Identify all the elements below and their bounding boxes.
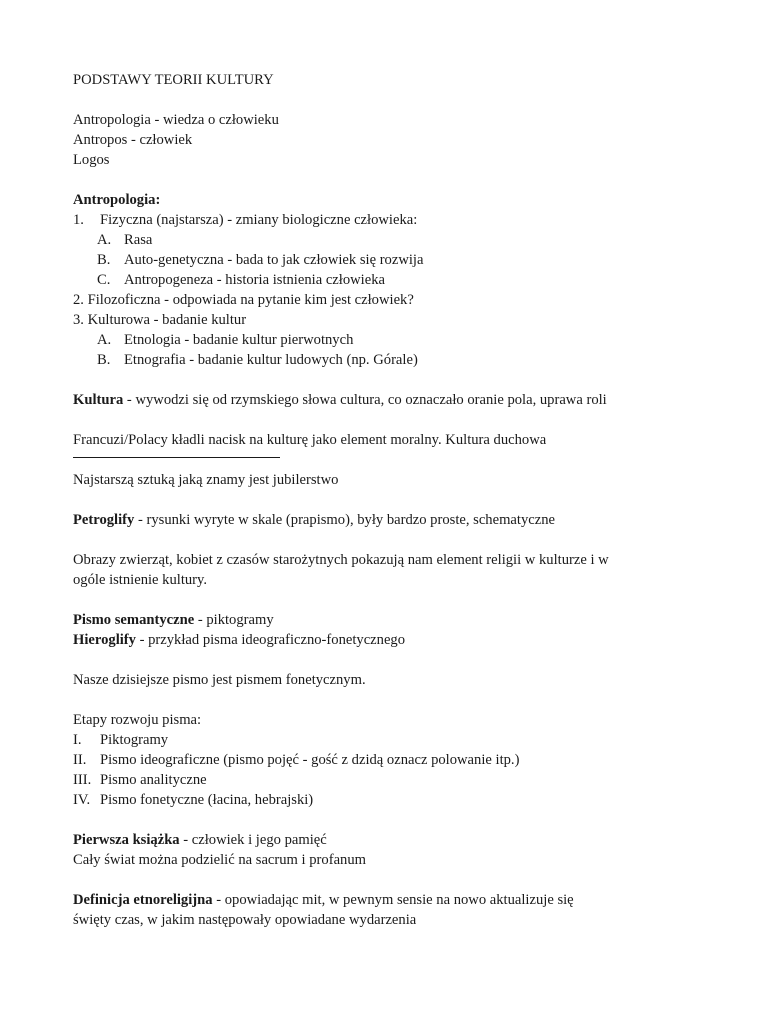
text-line: Francuzi/Polacy kładli nacisk na kulturę jako element moralny. Kultura duchowa <box>73 432 547 448</box>
document-title: PODSTAWY TEORII KULTURY <box>73 72 274 88</box>
text-line: święty czas, w jakim następowały opowiadane wydarzenia <box>73 912 417 928</box>
sub-list-item: A. Rasa <box>97 232 153 248</box>
definition-line: Pismo semantyczne - piktogramy <box>73 612 274 628</box>
list-item: 2. Filozoficzna - odpowiada na pytanie kim jest człowiek? <box>73 292 414 308</box>
definition-line: Hieroglify - przykład pisma ideograficzno-fonetycznego <box>73 632 406 648</box>
definition-line: Kultura - wywodzi się od rzymskiego słowa cultura, co oznaczało oranie pola, uprawa roli <box>73 392 607 408</box>
text-line: Obrazy zwierząt, kobiet z czasów starożytnych pokazują nam element religii w kulturze i w <box>73 552 609 568</box>
list-item: 3. Kulturowa - badanie kultur <box>73 312 247 328</box>
definition-line: Petroglify - rysunki wyryte w skale (prapismo), były bardzo proste, schematyczne <box>73 512 555 528</box>
text-line: Etapy rozwoju pisma: <box>73 712 202 728</box>
sub-list-item: C. Antropogeneza - historia istnienia człowieka <box>97 272 385 288</box>
text-line: Cały świat można podzielić na sacrum i profanum <box>73 852 367 868</box>
text-line: Antropos - człowiek <box>73 132 193 148</box>
section-heading: Antropologia: <box>73 192 161 208</box>
text-line: Najstarszą sztuką jaką znamy jest jubilerstwo <box>73 472 339 488</box>
list-item: I. Piktogramy <box>73 732 169 748</box>
list-item: 1. Fizyczna (najstarsza) - zmiany biologiczne człowieka: <box>73 212 418 228</box>
text-line: Nasze dzisiejsze pismo jest pismem fonetycznym. <box>73 672 366 688</box>
sub-list-item: B. Auto-genetyczna - bada to jak człowiek się rozwija <box>97 252 424 268</box>
definition-line: Definicja etnoreligijna - opowiadając mit, w pewnym sensie na nowo aktualizuje się <box>73 892 574 908</box>
list-item: IV. Pismo fonetyczne (łacina, hebrajski) <box>73 792 314 808</box>
horizontal-rule <box>73 457 280 458</box>
sub-list-item: A. Etnologia - badanie kultur pierwotnych <box>97 332 354 348</box>
text-line: Antropologia - wiedza o człowieku <box>73 112 279 128</box>
list-item: II. Pismo ideograficzne (pismo pojęć - gość z dzidą oznacz polowanie itp.) <box>73 752 520 768</box>
text-line: ogóle istnienie kultury. <box>73 572 208 588</box>
list-item: III. Pismo analityczne <box>73 772 207 788</box>
text-line: Logos <box>73 152 110 168</box>
definition-line: Pierwsza książka - człowiek i jego pamięć <box>73 832 327 848</box>
sub-list-item: B. Etnografia - badanie kultur ludowych (np. Górale) <box>97 352 418 368</box>
